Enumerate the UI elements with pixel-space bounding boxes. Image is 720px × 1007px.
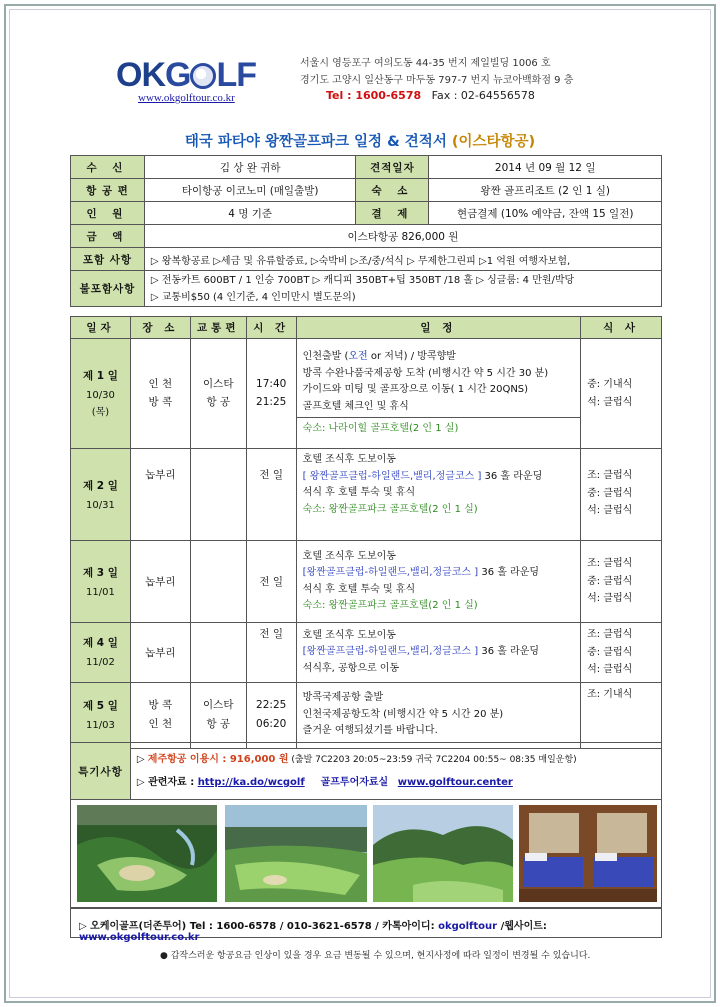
golftour-center-link[interactable]: www.golftour.center: [397, 777, 513, 788]
disclaimer-note: ● 갑작스러운 항공요금 인상이 있을 경우 요금 변동될 수 있으며, 현지사정에 따라 일정이 변경될 수 있습니다.: [160, 951, 591, 961]
special-notes-table: [70, 742, 662, 800]
transport-cell: [190, 541, 246, 623]
col-date: 일자: [71, 317, 131, 339]
payment-value: 현금결제 (10% 예약금, 잔액 15 일전): [429, 202, 662, 225]
col-meal: 식 사: [581, 317, 662, 339]
meal-cell: 조: 클럽식 중: 클럽식 석: 클럽식: [581, 623, 662, 683]
photo-strip: [70, 799, 662, 908]
price-label: 금 액: [71, 225, 145, 248]
included-label: 포함 사항: [71, 248, 145, 271]
address-line-2: 경기도 고양시 일산동구 마두동 797-7 번지 뉴코아백화점 9 층: [300, 75, 574, 86]
col-time: 시 간: [246, 317, 296, 339]
flight-label: 항 공 편: [71, 179, 145, 202]
meal-cell: 조: 클럽식 중: 클럽식 석: 클럽식: [581, 541, 662, 623]
day-cell: 제 3 일 11/01: [71, 541, 131, 623]
recipient-label: 수 신: [71, 156, 145, 179]
document-title: 태국 파타야 왕짠골프파크 일정 & 견적서 (이스타항공): [184, 134, 536, 150]
place-cell: 놉부리: [130, 449, 190, 541]
table-row: [71, 623, 662, 683]
time-cell: 전 일: [246, 449, 296, 541]
okgolf-logo: OKG LF: [116, 56, 256, 94]
people-value: 4 명 기준: [144, 202, 356, 225]
hotel-room-image: [519, 805, 657, 902]
price-value: 이스타항공 826,000 원: [144, 225, 661, 248]
special-label: 특기사항: [71, 743, 131, 800]
golftour-archive-label: 골프투어자료실: [320, 777, 389, 788]
people-label: 인 원: [71, 202, 145, 225]
place-cell: 방 콕 인 천: [130, 682, 190, 748]
golf-course-aerial-image: [77, 805, 217, 902]
col-place: 장 소: [130, 317, 190, 339]
contact-line: Tel : 1600-6578 Fax : 02-64556578: [326, 89, 535, 102]
transport-cell: 이스타 항 공: [190, 682, 246, 748]
golf-course-view-image: [225, 805, 367, 902]
day-cell: 제 4 일 11/02: [71, 623, 131, 683]
schedule-cell: 호텔 조식후 도보이동 [ 왕짠골프클럽-하일랜드,밸리,정글코스 ] 36 홀 라운딩 석식 후 호텔 투숙 및 휴식 숙소: 왕짠골프파크 골프호텔(2 인 1 실): [296, 449, 580, 541]
transport-cell: [190, 623, 246, 683]
meal-cell: 조: 클럽식 중: 클럽식 석: 클럽식: [581, 449, 662, 541]
table-row: [71, 682, 662, 748]
time-cell: 전 일: [246, 623, 296, 683]
flight-value: 타이항공 이코노미 (매일출발): [144, 179, 356, 202]
meal-cell: 중: 기내식 석: 클럽식: [581, 339, 662, 449]
transport-cell: [190, 449, 246, 541]
day-cell: 제 1 일 10/30 (목): [71, 339, 131, 449]
meal-cell: 조: 기내식: [581, 682, 662, 748]
day-cell: 제 5 일 11/03: [71, 682, 131, 748]
day-cell: 제 2 일 10/31: [71, 449, 131, 541]
website-link[interactable]: www.okgolftour.co.kr: [138, 92, 235, 104]
hotel-value: 왕짠 골프리조트 (2 인 1 실): [429, 179, 662, 202]
time-cell: 22:25 06:20: [246, 682, 296, 748]
included-value: ▷ 왕복항공료 ▷세금 및 유류할증료, ▷숙박비 ▷조/중/석식 ▷ 무제한그린피 ▷1 억원 여행자보험,: [144, 248, 661, 271]
place-cell: 놉부리: [130, 623, 190, 683]
table-row: [71, 449, 662, 541]
hotel-label: 숙 소: [356, 179, 429, 202]
reference-link[interactable]: http://ka.do/wcgolf: [197, 777, 305, 788]
schedule-cell: 인천출발 (오전 or 저녁) / 방콕향발 방콕 수완나품국제공항 도착 (비행시간 약 5 시간 30 분) 가이드와 미팅 및 골프장으로 이동( 1 시간 20QNS) 골프호텔 체크인 및 휴식 숙소: 나라이힐 골프호텔(2 인 1 실): [296, 339, 580, 449]
itinerary-table: [70, 316, 662, 749]
address-line-1: 서울시 영등포구 여의도동 44-35 번지 제일빌딩 1006 호: [300, 58, 551, 69]
footer-website-link[interactable]: www.okgolftour.co.kr: [79, 932, 200, 943]
payment-label: 결 제: [356, 202, 429, 225]
date-value: 2014 년 09 월 12 일: [429, 156, 662, 179]
col-schedule: 일 정: [296, 317, 580, 339]
recipient-value: 김 상 완 귀하: [144, 156, 356, 179]
transport-cell: 이스타 항 공: [190, 339, 246, 449]
schedule-cell: 호텔 조식후 도보이동 [왕짠골프클럽-하일랜드,밸리,정글코스 ] 36 홀 라운딩 석식 후 호텔 투숙 및 휴식 숙소: 왕짠골프파크 골프호텔(2 인 1 실): [296, 541, 580, 623]
special-content: ▷ 제주항공 이용시 : 916,000 원 (출발 7C2203 20:05~23:59 귀국 7C2204 00:55~ 08:35 매일운항) ▷ 관련자료 : http://ka.do/wcgolf 골프투어자료실 www.golftour.center: [130, 743, 661, 800]
footer-contact: ▷ 오케이골프(더존투어) Tel : 1600-6578 / 010-3621-6578 / 카톡아이디: okgolftour /웹사이트: www.okgolftour.co.kr: [70, 908, 662, 938]
excluded-label: 불포함사항: [71, 271, 145, 307]
place-cell: 놉부리: [130, 541, 190, 623]
place-cell: 인 천 방 콕: [130, 339, 190, 449]
excluded-value: ▷ 전동카트 600BT / 1 인승 700BT ▷ 캐디피 350BT+팁 350BT /18 홀 ▷ 싱글룸: 4 만원/박당 ▷ 교통비$50 (4 인기준, 4 인미만시 별도문의): [144, 271, 661, 307]
time-cell: 17:40 21:25: [246, 339, 296, 449]
time-cell: 전 일: [246, 541, 296, 623]
schedule-cell: 호텔 조식후 도보이동 [왕짠골프클럽-하일랜드,밸리,정글코스 ] 36 홀 라운딩 석식후, 공항으로 이동: [296, 623, 580, 683]
table-row: [71, 339, 662, 449]
date-label: 견적일자: [356, 156, 429, 179]
col-transport: 교통편: [190, 317, 246, 339]
golf-ball-icon: [190, 63, 216, 89]
schedule-cell: 방콕국제공항 출발 인천국제공항도착 (비행시간 약 5 시간 20 분) 즐거운 여행되셨기를 바랍니다.: [296, 682, 580, 748]
quote-info-table: [70, 155, 662, 307]
green-hills-image: [373, 805, 513, 902]
table-row: [71, 541, 662, 623]
